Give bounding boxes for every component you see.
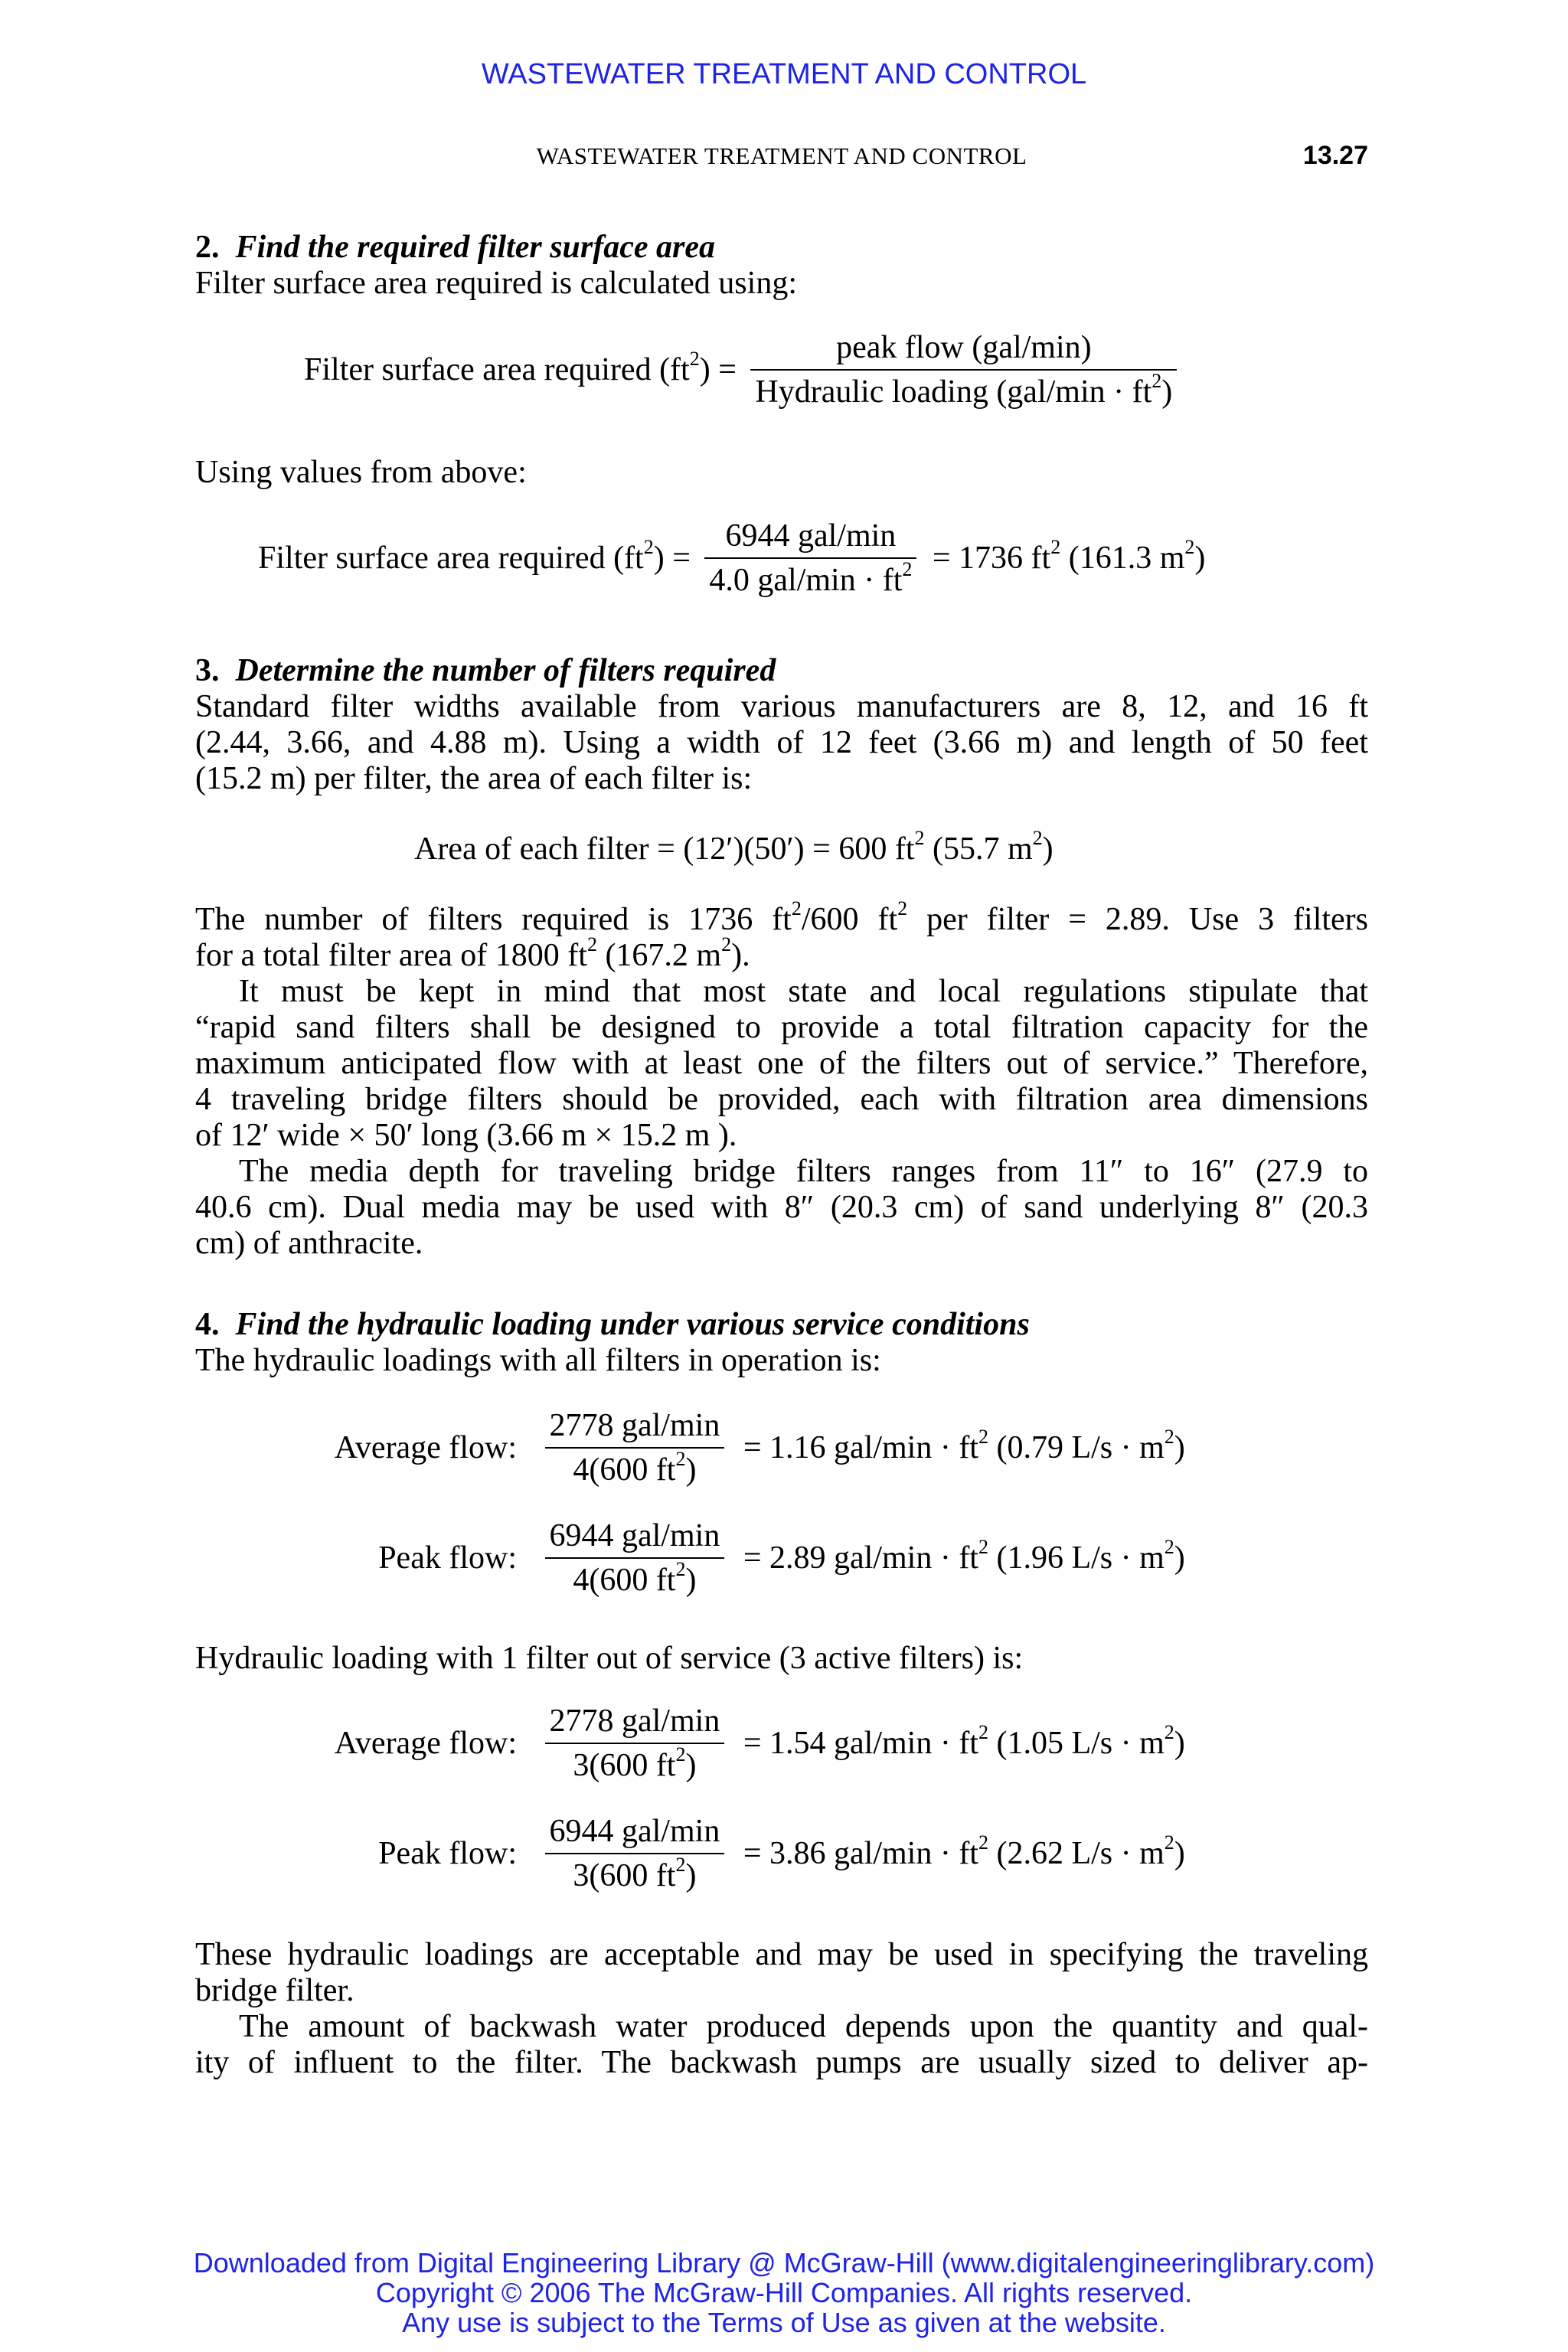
running-header	[195, 142, 1368, 181]
step-3-heading	[195, 653, 1368, 689]
paragraph-line: Standard filter widths available from various manufacturers are 8, 12, and 16 ft	[195, 689, 1368, 724]
running-head-title: WASTEWATER TREATMENT AND CONTROL	[536, 142, 1027, 169]
superscript-2: 2	[1164, 1720, 1174, 1743]
superscript-2: 2	[978, 1535, 988, 1558]
superscript-2: 2	[1184, 535, 1195, 558]
superscript-2: 2	[675, 1448, 686, 1470]
step-number: 3.	[195, 653, 220, 688]
using-values-text: Using values from above:	[195, 455, 527, 490]
step-2-heading	[195, 230, 1368, 266]
step-title: Determine the number of filters required	[235, 653, 776, 688]
fraction: $\frac{\text{6944 gal/min}}{3(600 ft^2)}$	[545, 1815, 725, 1893]
paragraph-line: The media depth for traveling bridge filters ranges from 11″ to 16″ (27.9 to	[239, 1154, 1368, 1189]
equation-average-flow-3-filters: Average flow: $\frac{\text{2778 gal/min}}{3(600 ft^2)}$ = 1.54 $gal/\min \cdot ft^2$ (1.05 $L/s \cdot m^2$)	[334, 1704, 1185, 1783]
step-number: 4.	[195, 1307, 220, 1342]
footer-terms-line[interactable]: Any use is subject to the Terms of Use as given at the website.	[402, 2307, 1166, 2338]
paragraph-line: for a total filter area of 1800 $ft^2$ (167.2 $m^2$).	[195, 933, 750, 973]
equation-area-each-filter: Area of each filter = (12′)(50′) = 600 $ft^2$ (55.7 $m^2$)	[414, 827, 1054, 867]
footer-copyright-line: Copyright © 2006 The McGraw-Hill Companies. All rights reserved.	[375, 2277, 1193, 2308]
superscript-2: 2	[1050, 535, 1061, 558]
superscript-2: 2	[978, 1425, 988, 1448]
superscript-2: 2	[978, 1831, 988, 1854]
step-title: Find the hydraulic loading under various service conditions	[235, 1307, 1030, 1342]
paragraph-line: (2.44, 3.66, and 4.88 m). Using a width of 12 feet (3.66 m) and length of 50 feet	[195, 725, 1368, 760]
paragraph-line: It must be kept in mind that most state and local regulations stipulate that	[239, 974, 1368, 1009]
paragraph-line: These hydraulic loadings are acceptable and may be used in specifying the traveling	[195, 1937, 1368, 1972]
superscript-2: 2	[643, 535, 654, 558]
paragraph-line: 4 traveling bridge filters should be provided, each with filtration area dimensions	[195, 1082, 1368, 1117]
page-number: 13.27	[1302, 141, 1368, 170]
superscript-2: 2	[1164, 1535, 1174, 1558]
superscript-2: 2	[902, 558, 913, 580]
paragraph-line: cm) of anthracite.	[195, 1226, 423, 1261]
superscript-2: 2	[586, 933, 597, 956]
superscript-2: 2	[675, 1854, 686, 1876]
paragraph-line: The number of filters required is 1736 $ft^2/600$ $ft^2$ per filter = 2.89. Use 3 filters	[195, 897, 1369, 937]
paragraph-line: 40.6 cm). Dual media may be used with 8″ (20.3 cm) of sand underlying 8″ (20.3	[195, 1190, 1368, 1225]
footer-download-line[interactable]: Downloaded from Digital Engineering Library @ McGraw-Hill (www.digitalengineeringlibrary.com)	[193, 2247, 1375, 2278]
superscript-2: 2	[791, 897, 802, 920]
fraction: $\frac{\text{2778 gal/min}}{3(600 ft^2)}$	[545, 1704, 725, 1782]
paragraph-line: ity of influent to the filter. The backwash pumps are usually sized to deliver ap-	[195, 2045, 1368, 2080]
equation-average-flow-4-filters: Average flow: $\frac{\text{2778 gal/min}}{4(600 ft^2)}$ = 1.16 $gal/\min \cdot ft^2$ (0.79 $L/s \cdot m^2$)	[334, 1408, 1185, 1488]
fraction: $\frac{\text{6944 gal/min}}{4(600 ft^2)}$	[545, 1519, 725, 1597]
superscript-2: 2	[1164, 1831, 1174, 1854]
superscript-2: 2	[675, 1558, 686, 1580]
banner-title: WASTEWATER TREATMENT AND CONTROL	[481, 58, 1087, 90]
equation-peak-flow-4-filters: Peak flow: $\frac{\text{6944 gal/min}}{4(600 ft^2)}$ = 2.89 $gal/\min \cdot ft^2$ (1.96 $L/s \cdot m^2$)	[378, 1518, 1185, 1598]
step-4-intro: The hydraulic loadings with all filters in operation is:	[195, 1343, 881, 1378]
superscript-2: 2	[978, 1720, 988, 1743]
equation-filter-area-computed: Filter surface area required $(ft^2)$ = $\frac{\text{6944 gal/min}}{4.0 gal/\min \cdot ft^2}$ = 1736 $ft^2$ (161.3 $m^2$)	[258, 518, 1206, 598]
out-of-service-intro: Hydraulic loading with 1 filter out of service (3 active filters) is:	[195, 1641, 1024, 1676]
fraction: $\frac{\text{6944 gal/min}}{4.0 gal/\min \cdot ft^2}$	[704, 519, 916, 597]
paragraph-line: The amount of backwash water produced depends upon the quantity and qual-	[239, 2009, 1368, 2044]
paragraph-line: “rapid sand filters shall be designed to provide a total filtration capacity for the	[195, 1010, 1368, 1045]
superscript-2: 2	[1152, 370, 1162, 392]
equation-peak-flow-3-filters: Peak flow: $\frac{\text{6944 gal/min}}{3(600 ft^2)}$ = 3.86 $gal/\min \cdot ft^2$ (2.62 $L/s \cdot m^2$)	[378, 1814, 1185, 1893]
paragraph-line: maximum anticipated flow with at least one of the filters out of service.” Therefore,	[195, 1046, 1368, 1081]
superscript-2: 2	[675, 1743, 686, 1766]
step-4-heading	[195, 1307, 1368, 1343]
superscript-2: 2	[1032, 827, 1043, 849]
paragraph-line: (15.2 m) per filter, the area of each filter is:	[195, 761, 753, 796]
fraction: $\frac{\text{2778 gal/min}}{4(600 ft^2)}$	[545, 1409, 725, 1487]
paragraph-line: of 12′ wide × 50′ long (3.66 m × 15.2 m ).	[195, 1118, 737, 1153]
equation-filter-area-formula: Filter surface area required $(ft^2)$ = $\frac{\text{peak flow (gal/min)}}{Hydraulic loading (gal/\min \cdot ft^2)}$	[304, 331, 1177, 409]
step-number: 2.	[195, 230, 220, 265]
step-title: Find the required filter surface area	[235, 230, 715, 265]
superscript-2: 2	[914, 827, 925, 849]
superscript-2: 2	[689, 347, 700, 370]
fraction: $\frac{\text{peak flow (gal/min)}}{Hydraulic loading (gal/\min \cdot ft^2)}$	[750, 331, 1177, 409]
superscript-2: 2	[721, 933, 732, 956]
superscript-2: 2	[897, 897, 908, 920]
step-2-intro: Filter surface area required is calculated using:	[195, 266, 797, 301]
paragraph-line: bridge filter.	[195, 1973, 354, 2008]
superscript-2: 2	[1164, 1425, 1174, 1448]
